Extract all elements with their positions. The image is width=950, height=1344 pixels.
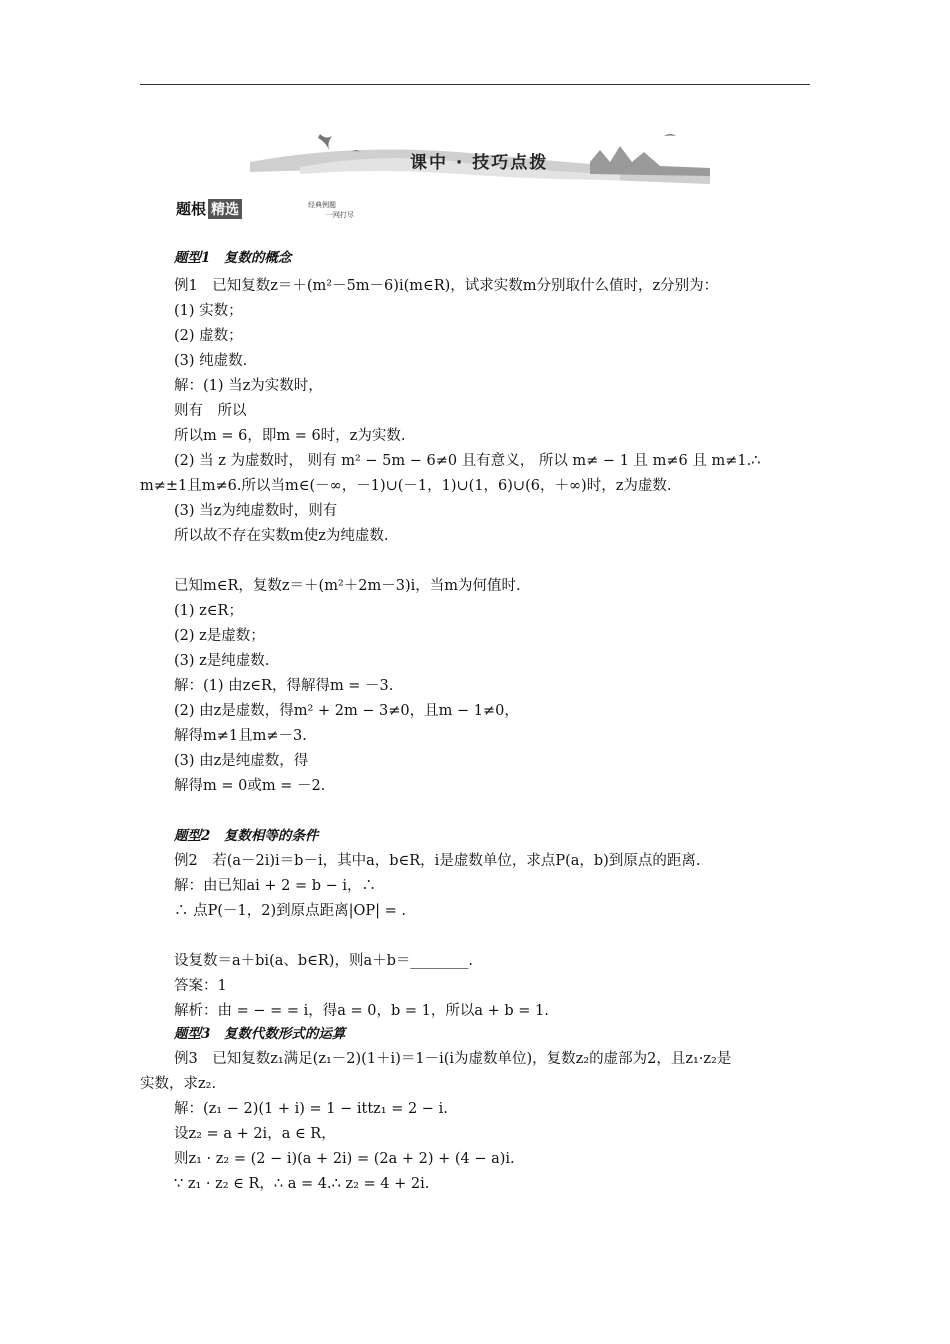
analysis-line: 解析：由 = − = = i，得a = 0，b = 1，所以a + b = 1.: [174, 1003, 549, 1019]
text-line: (3) 当z为纯虚数时，则有: [174, 503, 338, 519]
text-line: 所以m = 6，即m = 6时，z为实数.: [174, 428, 406, 444]
heading-type-3: 题型3 复数代数形式的运算: [174, 1026, 346, 1042]
practice-1: 已知m∈R，复数z＝＋(m²＋2m－3)i，当m为何值时.: [174, 578, 521, 594]
text-line: (1) 实数；: [174, 303, 243, 319]
banner-title: 课中 · 技巧点拨: [410, 153, 549, 173]
section-note-2: 一网打尽: [326, 211, 354, 219]
section-note-1: 经典例题: [308, 201, 336, 209]
top-rule: [140, 84, 810, 85]
text-line: (2) 由z是虚数，得m² + 2m − 3≠0，且m − 1≠0，: [174, 703, 519, 719]
example-1: 例1 已知复数z＝＋(m²－5m－6)i(m∈R)，试求实数m分别取什么值时，z分别为：: [174, 278, 719, 294]
solution-line: 解：由已知ai + 2 = b − i，∴: [174, 878, 377, 894]
text-line: 设z₂ = a + 2i，a ∈ R，: [174, 1126, 336, 1142]
text-line: (3) 由z是纯虚数，得: [174, 753, 309, 769]
text-line: 则z₁ · z₂ = (2 − i)(a + 2i) = (2a + 2) + (4 − a)i.: [174, 1151, 515, 1167]
text-line: 则有 所以: [174, 403, 247, 419]
text-line: ∴ 点P(－1，2)到原点距离|OP| = .: [174, 903, 407, 919]
text-line: m≠±1且m≠6.所以当m∈(－∞，－1)∪(－1，1)∪(1，6)∪(6，＋∞)时，z为虚数.: [140, 478, 672, 494]
practice-2: 设复数＝a＋bi(a、b∈R)，则a＋b＝________.: [174, 953, 473, 969]
text-line: 解得m = 0或m = －2.: [174, 778, 326, 794]
text-line: (2) 当 z 为虚数时， 则有 m² − 5m − 6≠0 且有意义， 所以 m≠ − 1 且 m≠6 且 m≠1.∴: [174, 453, 761, 469]
solution-line: 解：(1) 当z为实数时，: [174, 378, 323, 394]
example-2: 例2 若(a－2i)i＝b－i，其中a，b∈R，i是虚数单位，求点P(a，b)到原点的距离.: [174, 853, 701, 869]
text-line: (3) 纯虚数.: [174, 353, 248, 369]
text-line: 解得m≠1且m≠－3.: [174, 728, 307, 744]
text-line: (3) z是纯虚数.: [174, 653, 270, 669]
text-line: ∵ z₁ · z₂ ∈ R，∴ a = 4.∴ z₂ = 4 + 2i.: [174, 1176, 430, 1192]
heading-type-2: 题型2 复数相等的条件: [174, 828, 319, 844]
answer-line: 答案：1: [174, 978, 227, 994]
section-header: [176, 198, 354, 220]
text-line: 实数，求z₂.: [140, 1076, 217, 1092]
solution-line: 解：(1) 由z∈R，得解得m = －3.: [174, 678, 394, 694]
text-line: 所以故不存在实数m使z为纯虚数.: [174, 528, 389, 544]
text-line: (2) z是虚数；: [174, 628, 265, 644]
section-tag-right: 精选: [208, 199, 242, 219]
heading-type-1: 题型1 复数的概念: [174, 250, 292, 266]
section-tag-left: 题根: [176, 200, 207, 218]
text-line: (2) 虚数；: [174, 328, 243, 344]
text-line: (1) z∈R；: [174, 603, 243, 619]
example-3: 例3 已知复数z₁满足(z₁－2)(1＋i)＝1－i(i为虚数单位)，复数z₂的虚部为2，且z₁·z₂是: [174, 1051, 732, 1067]
solution-line: 解：(z₁ − 2)(1 + i) = 1 − ittz₁ = 2 − i.: [174, 1101, 448, 1117]
